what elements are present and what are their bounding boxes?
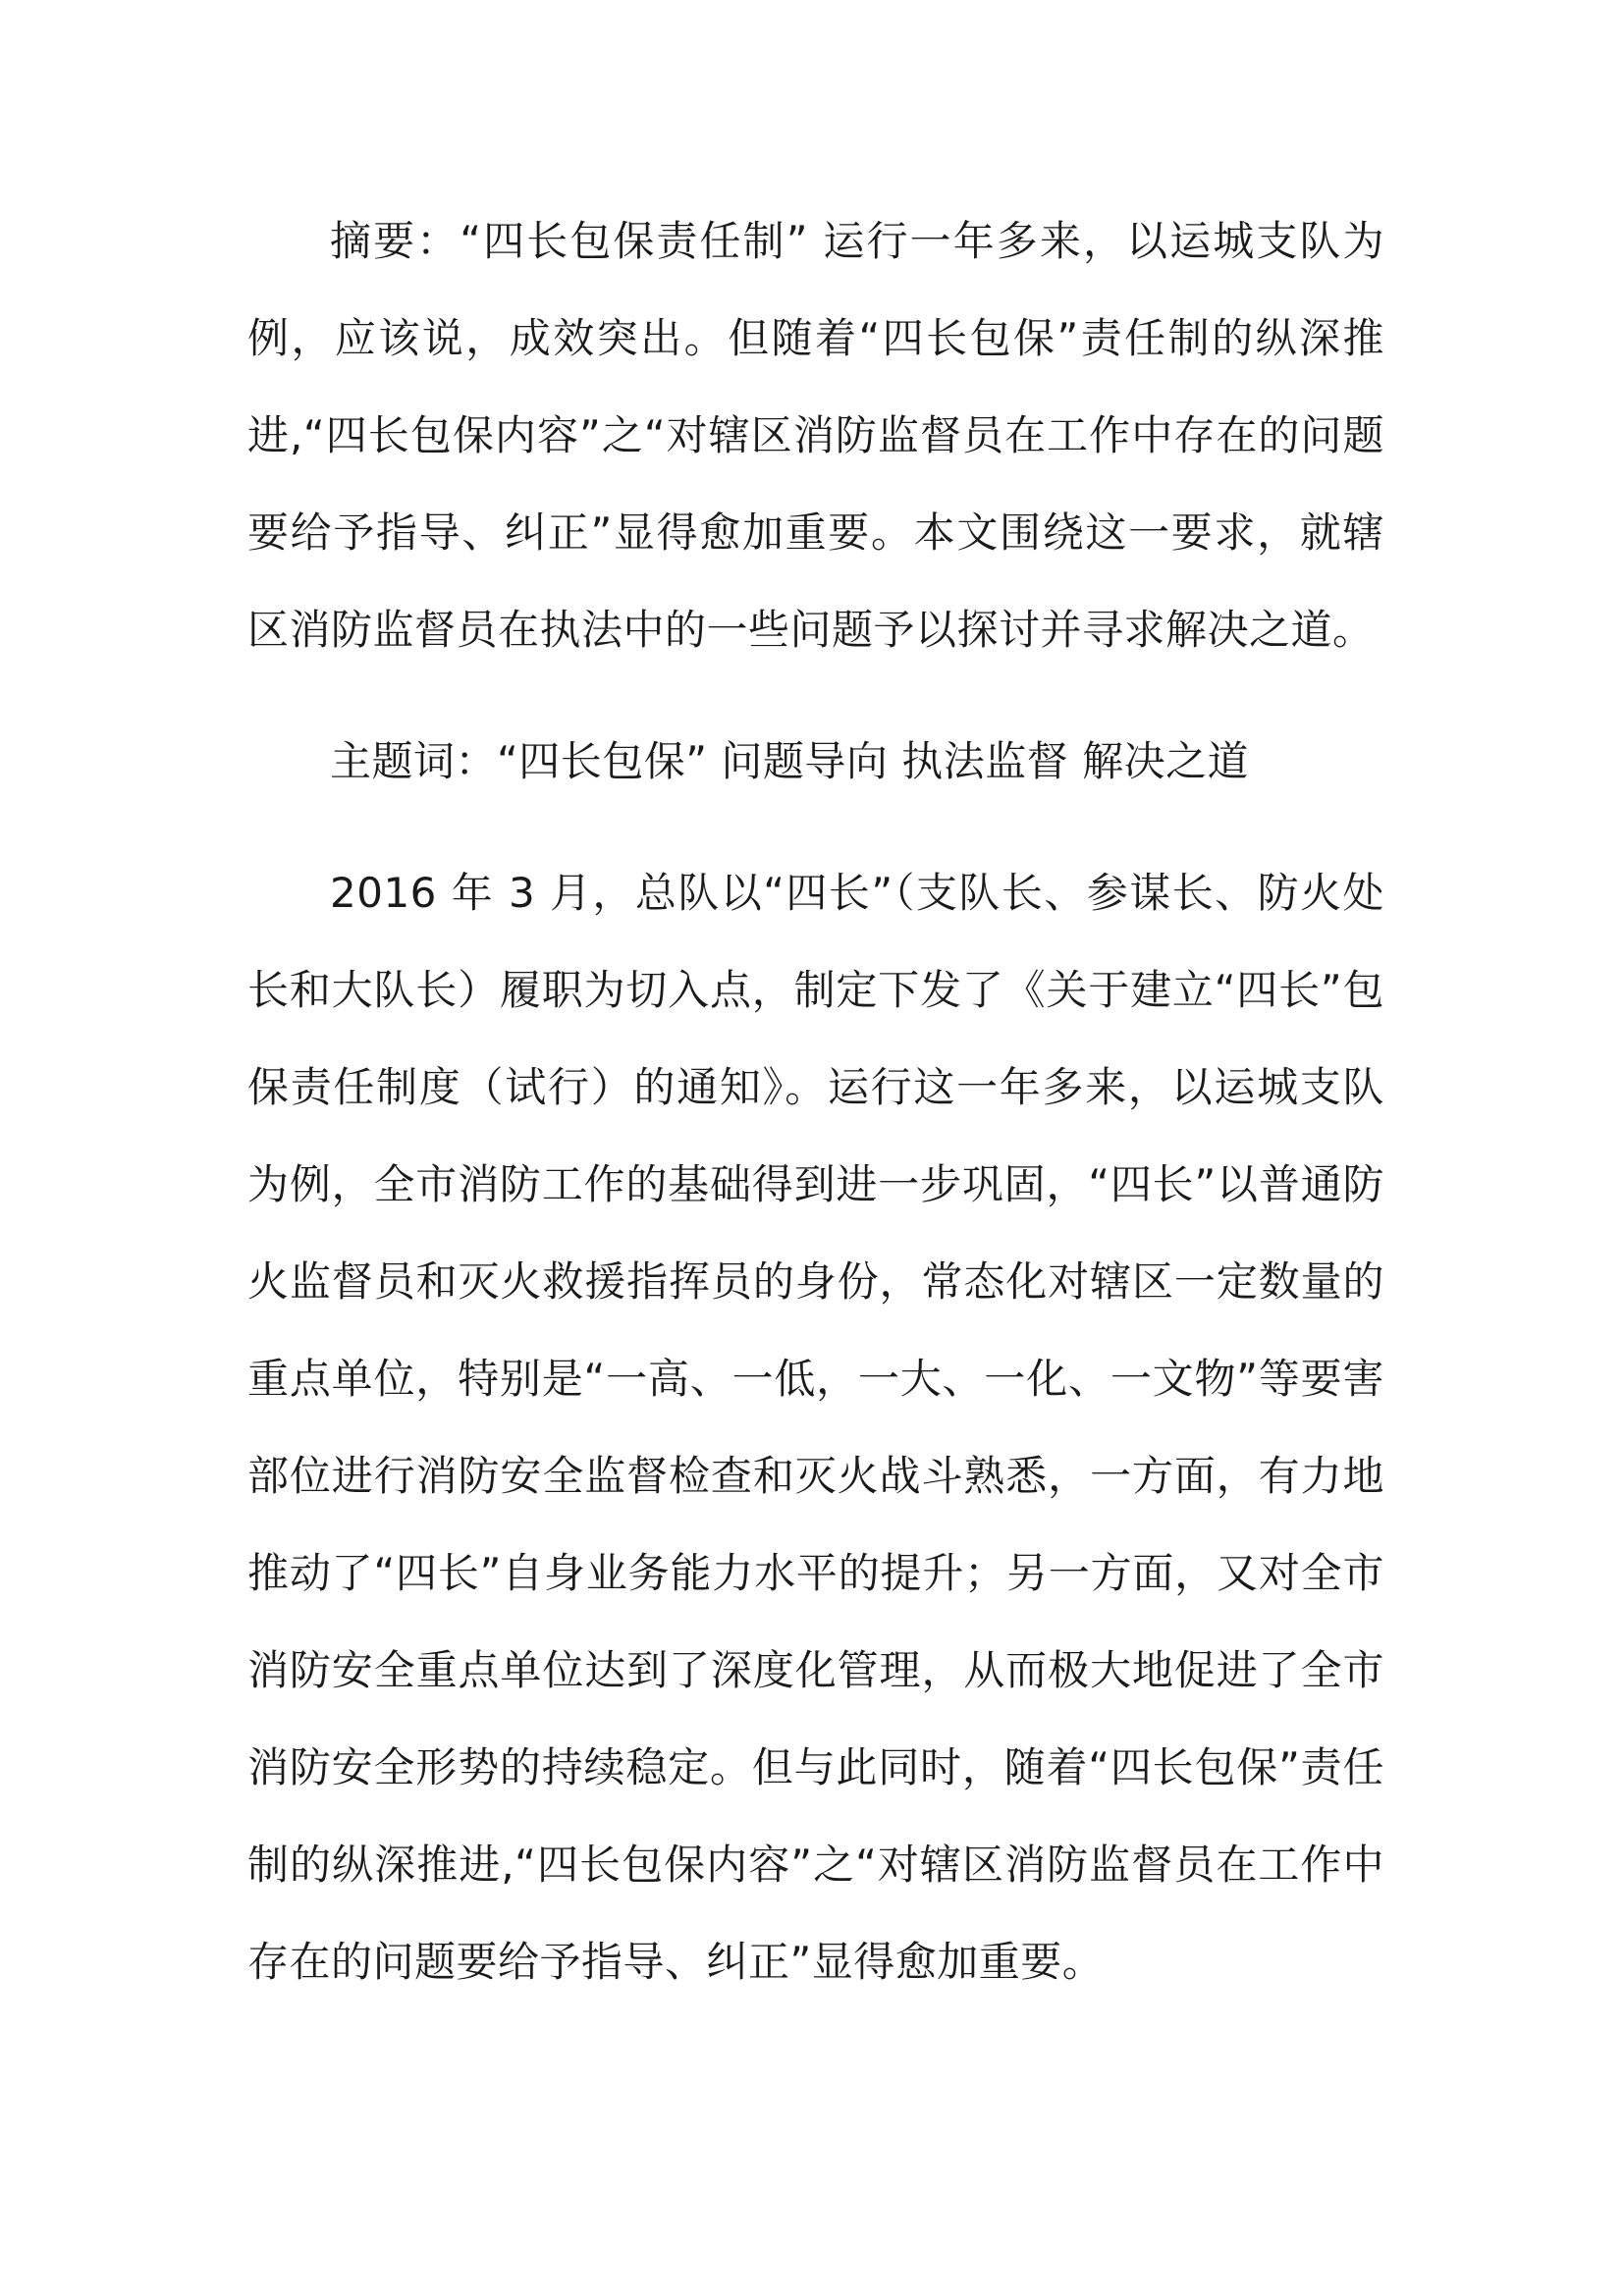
abstract-paragraph: 摘要：“四长包保责任制” 运行一年多来，以运城支队为例，应该说，成效突出。但随着“四长包保”责任制的纵深推进,“四长包保内容”之“对辖区消防监督员在工作中存在的问题要给予指导、纠正”显得愈加重要。本文围绕这一要求，就辖区消防监督员在执法中的一些问题予以探讨并寻求解决之道。 <box>247 217 1384 654</box>
keywords-paragraph: 主题词：“四长包保” 问题导向 执法监督 解决之道 <box>330 737 1250 785</box>
document-body <box>247 192 1384 2010</box>
body-paragraph: 2016 年 3 月，总队以“四长”（支队长、参谋长、防火处长和大队长）履职为切入点，制定下发了《关于建立“四长”包保责任制度（试行）的通知》。运行这一年多来，以运城支队为例，全市消防工作的基础得到进一步巩固，“四长”以普通防火监督员和灭火救援指挥员的身份，常态化对辖区一定数量的重点单位，特别是“一高、一低，一大、一化、一文物”等要害部位进行消防安全监督检查和灭火战斗熟悉，一方面，有力地推动了“四长”自身业务能力水平的提升；另一方面，又对全市消防安全重点单位达到了深度化管理，从而极大地促进了全市消防安全形势的持续稳定。但与此同时，随着“四长包保”责任制的纵深推进,“四长包保内容”之“对辖区消防监督员在工作中存在的问题要给予指导、纠正”显得愈加重要。 <box>247 869 1384 1986</box>
